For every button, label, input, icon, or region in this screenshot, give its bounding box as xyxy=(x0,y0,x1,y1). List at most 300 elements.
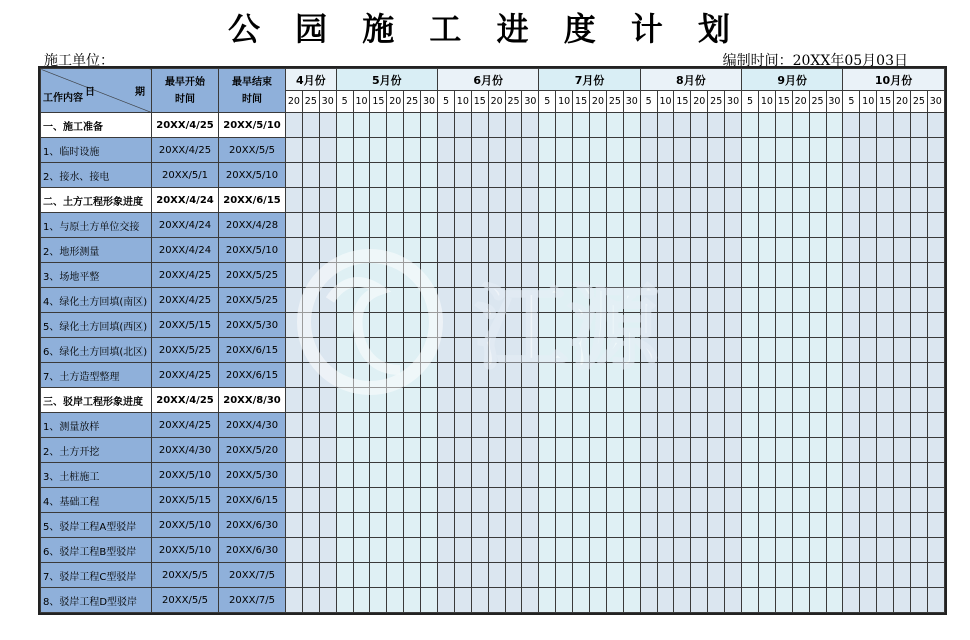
gantt-cell xyxy=(471,313,488,338)
gantt-cell xyxy=(809,488,826,513)
gantt-cell xyxy=(488,263,505,288)
gantt-cell xyxy=(471,438,488,463)
gantt-cell xyxy=(910,438,927,463)
gantt-cell xyxy=(725,113,742,138)
gantt-cell xyxy=(370,288,387,313)
gantt-cell xyxy=(606,363,623,388)
gantt-cell xyxy=(336,213,353,238)
gantt-cell xyxy=(336,163,353,188)
gantt-cell xyxy=(387,163,404,188)
gantt-cell xyxy=(910,113,927,138)
gantt-cell xyxy=(353,538,370,563)
gantt-cell xyxy=(488,288,505,313)
gantt-cell xyxy=(438,463,455,488)
gantt-cell xyxy=(894,413,911,438)
gantt-cell xyxy=(623,213,640,238)
gantt-cell xyxy=(286,438,303,463)
gantt-cell xyxy=(370,413,387,438)
gantt-cell xyxy=(370,338,387,363)
gantt-cell xyxy=(860,588,877,613)
gantt-cell xyxy=(927,563,944,588)
task-end: 20XX/4/30 xyxy=(219,413,286,438)
gantt-cell xyxy=(505,588,522,613)
gantt-cell xyxy=(910,488,927,513)
gantt-cell xyxy=(623,463,640,488)
gantt-cell xyxy=(742,513,759,538)
gantt-cell xyxy=(471,213,488,238)
gantt-cell xyxy=(590,588,607,613)
gantt-cell xyxy=(758,338,775,363)
gantt-cell xyxy=(860,188,877,213)
gantt-cell xyxy=(742,588,759,613)
gantt-cell xyxy=(894,538,911,563)
gantt-cell xyxy=(319,238,336,263)
gantt-cell xyxy=(623,138,640,163)
day-header: 25 xyxy=(505,91,522,113)
gantt-cell xyxy=(826,188,843,213)
gantt-cell xyxy=(302,288,319,313)
gantt-cell xyxy=(927,163,944,188)
header-date-label-a: 日 xyxy=(85,87,95,98)
gantt-cell xyxy=(522,413,539,438)
gantt-cell xyxy=(454,213,471,238)
gantt-cell xyxy=(590,488,607,513)
day-header: 10 xyxy=(657,91,674,113)
gantt-cell xyxy=(725,388,742,413)
gantt-cell xyxy=(387,263,404,288)
task-start: 20XX/5/10 xyxy=(152,513,219,538)
task-end: 20XX/5/30 xyxy=(219,463,286,488)
gantt-cell xyxy=(539,463,556,488)
day-header: 20 xyxy=(387,91,404,113)
day-header: 5 xyxy=(640,91,657,113)
gantt-cell xyxy=(606,563,623,588)
gantt-cell xyxy=(775,488,792,513)
gantt-cell xyxy=(843,413,860,438)
gantt-cell xyxy=(674,538,691,563)
gantt-cell xyxy=(573,263,590,288)
header-end-time: 最早结束 时间 xyxy=(219,69,286,113)
gantt-cell xyxy=(370,463,387,488)
gantt-cell xyxy=(877,188,894,213)
gantt-cell xyxy=(809,588,826,613)
gantt-cell xyxy=(809,113,826,138)
gantt-cell xyxy=(573,138,590,163)
gantt-cell xyxy=(438,313,455,338)
gantt-cell xyxy=(725,363,742,388)
gantt-cell xyxy=(471,488,488,513)
gantt-cell xyxy=(319,313,336,338)
gantt-cell xyxy=(505,213,522,238)
gantt-cell xyxy=(792,313,809,338)
gantt-cell xyxy=(488,463,505,488)
gantt-cell xyxy=(319,588,336,613)
gantt-cell xyxy=(556,338,573,363)
gantt-cell xyxy=(336,363,353,388)
gantt-cell xyxy=(826,538,843,563)
day-header: 25 xyxy=(404,91,421,113)
task-start: 20XX/5/15 xyxy=(152,313,219,338)
gantt-cell xyxy=(775,313,792,338)
gantt-cell xyxy=(708,463,725,488)
gantt-cell xyxy=(505,188,522,213)
month-header: 10月份 xyxy=(843,69,944,91)
gantt-cell xyxy=(606,413,623,438)
gantt-cell xyxy=(674,513,691,538)
day-header: 10 xyxy=(758,91,775,113)
gantt-cell xyxy=(691,388,708,413)
day-header: 30 xyxy=(421,91,438,113)
gantt-cell xyxy=(758,188,775,213)
gantt-cell xyxy=(809,263,826,288)
day-header: 30 xyxy=(826,91,843,113)
task-row xyxy=(41,563,945,588)
gantt-cell xyxy=(488,163,505,188)
gantt-cell xyxy=(353,163,370,188)
gantt-cell xyxy=(488,488,505,513)
gantt-cell xyxy=(404,213,421,238)
gantt-cell xyxy=(590,413,607,438)
task-end: 20XX/5/5 xyxy=(219,138,286,163)
day-header: 5 xyxy=(539,91,556,113)
gantt-cell xyxy=(910,513,927,538)
gantt-cell xyxy=(488,588,505,613)
gantt-cell xyxy=(505,538,522,563)
gantt-cell xyxy=(336,538,353,563)
gantt-cell xyxy=(556,513,573,538)
gantt-cell xyxy=(421,563,438,588)
gantt-cell xyxy=(387,238,404,263)
gantt-cell xyxy=(370,263,387,288)
gantt-cell xyxy=(910,413,927,438)
gantt-cell xyxy=(286,388,303,413)
gantt-cell xyxy=(894,188,911,213)
gantt-cell xyxy=(758,563,775,588)
gantt-cell xyxy=(302,513,319,538)
gantt-cell xyxy=(522,588,539,613)
gantt-cell xyxy=(809,413,826,438)
gantt-cell xyxy=(606,588,623,613)
gantt-cell xyxy=(657,338,674,363)
task-start: 20XX/5/10 xyxy=(152,538,219,563)
gantt-cell xyxy=(454,588,471,613)
gantt-cell xyxy=(573,388,590,413)
gantt-cell xyxy=(488,313,505,338)
gantt-cell xyxy=(792,363,809,388)
day-header: 15 xyxy=(370,91,387,113)
gantt-cell xyxy=(877,463,894,488)
gantt-cell xyxy=(640,413,657,438)
task-name: 4、绿化土方回填(南区) xyxy=(41,288,152,313)
gantt-cell xyxy=(927,488,944,513)
gantt-cell xyxy=(353,238,370,263)
gantt-cell xyxy=(522,388,539,413)
gantt-cell xyxy=(708,138,725,163)
task-name: 5、驳岸工程A型驳岸 xyxy=(41,513,152,538)
task-row xyxy=(41,263,945,288)
gantt-cell xyxy=(573,538,590,563)
task-end: 20XX/6/15 xyxy=(219,488,286,513)
gantt-cell xyxy=(488,238,505,263)
gantt-cell xyxy=(758,488,775,513)
gantt-cell xyxy=(522,463,539,488)
gantt-cell xyxy=(590,313,607,338)
gantt-cell xyxy=(674,413,691,438)
gantt-cell xyxy=(843,263,860,288)
gantt-cell xyxy=(319,163,336,188)
gantt-cell xyxy=(488,213,505,238)
task-end: 20XX/5/10 xyxy=(219,238,286,263)
gantt-cell xyxy=(809,363,826,388)
gantt-cell xyxy=(319,388,336,413)
gantt-cell xyxy=(775,113,792,138)
gantt-cell xyxy=(286,188,303,213)
gantt-cell xyxy=(556,563,573,588)
gantt-cell xyxy=(792,413,809,438)
gantt-cell xyxy=(302,213,319,238)
gantt-cell xyxy=(877,163,894,188)
task-row xyxy=(41,463,945,488)
gantt-cell xyxy=(471,588,488,613)
gantt-cell xyxy=(488,563,505,588)
gantt-cell xyxy=(623,263,640,288)
gantt-cell xyxy=(336,113,353,138)
gantt-cell xyxy=(775,588,792,613)
gantt-cell xyxy=(421,413,438,438)
gantt-cell xyxy=(623,188,640,213)
gantt-cell xyxy=(454,313,471,338)
gantt-cell xyxy=(809,563,826,588)
gantt-cell xyxy=(421,313,438,338)
gantt-cell xyxy=(877,488,894,513)
gantt-cell xyxy=(927,438,944,463)
gantt-cell xyxy=(286,138,303,163)
gantt-cell xyxy=(640,513,657,538)
gantt-cell xyxy=(404,238,421,263)
gantt-cell xyxy=(809,388,826,413)
gantt-cell xyxy=(421,463,438,488)
gantt-cell xyxy=(336,263,353,288)
task-end: 20XX/7/5 xyxy=(219,588,286,613)
task-start: 20XX/4/25 xyxy=(152,113,219,138)
gantt-cell xyxy=(691,463,708,488)
task-name: 一、施工准备 xyxy=(41,113,152,138)
gantt-cell xyxy=(606,213,623,238)
gantt-cell xyxy=(927,413,944,438)
day-header: 5 xyxy=(336,91,353,113)
gantt-cell xyxy=(471,288,488,313)
gantt-cell xyxy=(353,463,370,488)
gantt-cell xyxy=(775,413,792,438)
gantt-cell xyxy=(286,288,303,313)
gantt-cell xyxy=(539,288,556,313)
gantt-cell xyxy=(286,413,303,438)
gantt-cell xyxy=(573,563,590,588)
header-diagonal-cell xyxy=(41,69,152,113)
gantt-cell xyxy=(454,363,471,388)
gantt-cell xyxy=(353,513,370,538)
gantt-cell xyxy=(319,263,336,288)
gantt-cell xyxy=(877,263,894,288)
schedule-table xyxy=(40,68,945,613)
page-title: 公 园 施 工 进 度 计 划 xyxy=(228,10,742,48)
gantt-cell xyxy=(775,388,792,413)
gantt-cell xyxy=(488,438,505,463)
gantt-cell xyxy=(725,338,742,363)
gantt-cell xyxy=(404,388,421,413)
gantt-cell xyxy=(623,538,640,563)
gantt-cell xyxy=(438,513,455,538)
gantt-cell xyxy=(302,588,319,613)
gantt-cell xyxy=(438,238,455,263)
month-header: 4月份 xyxy=(286,69,337,91)
gantt-cell xyxy=(438,338,455,363)
gantt-cell xyxy=(809,288,826,313)
task-row xyxy=(41,538,945,563)
gantt-cell xyxy=(691,538,708,563)
gantt-cell xyxy=(387,288,404,313)
gantt-cell xyxy=(826,113,843,138)
gantt-cell xyxy=(454,113,471,138)
task-end: 20XX/5/25 xyxy=(219,263,286,288)
gantt-cell xyxy=(319,563,336,588)
gantt-cell xyxy=(387,313,404,338)
day-header: 30 xyxy=(725,91,742,113)
gantt-cell xyxy=(725,538,742,563)
task-row xyxy=(41,488,945,513)
gantt-cell xyxy=(742,563,759,588)
month-header: 9月份 xyxy=(742,69,843,91)
gantt-cell xyxy=(556,463,573,488)
gantt-cell xyxy=(505,463,522,488)
gantt-cell xyxy=(758,288,775,313)
gantt-cell xyxy=(421,588,438,613)
gantt-cell xyxy=(826,588,843,613)
gantt-cell xyxy=(421,113,438,138)
gantt-cell xyxy=(590,263,607,288)
gantt-cell xyxy=(708,313,725,338)
gantt-cell xyxy=(927,238,944,263)
gantt-cell xyxy=(438,538,455,563)
gantt-cell xyxy=(691,438,708,463)
gantt-cell xyxy=(522,438,539,463)
gantt-cell xyxy=(742,163,759,188)
gantt-cell xyxy=(708,113,725,138)
gantt-cell xyxy=(438,438,455,463)
gantt-cell xyxy=(438,488,455,513)
day-header: 10 xyxy=(556,91,573,113)
gantt-cell xyxy=(556,213,573,238)
gantt-cell xyxy=(860,513,877,538)
header-date-label-b: 期 xyxy=(135,87,145,98)
gantt-cell xyxy=(623,388,640,413)
gantt-cell xyxy=(877,388,894,413)
gantt-cell xyxy=(809,338,826,363)
gantt-cell xyxy=(623,313,640,338)
gantt-cell xyxy=(286,363,303,388)
task-row xyxy=(41,588,945,613)
gantt-cell xyxy=(590,288,607,313)
gantt-cell xyxy=(877,588,894,613)
gantt-cell xyxy=(404,463,421,488)
gantt-cell xyxy=(556,388,573,413)
task-name: 2、地形测量 xyxy=(41,238,152,263)
gantt-cell xyxy=(387,388,404,413)
gantt-cell xyxy=(623,163,640,188)
gantt-cell xyxy=(606,438,623,463)
gantt-cell xyxy=(556,313,573,338)
gantt-cell xyxy=(708,588,725,613)
gantt-cell xyxy=(910,538,927,563)
gantt-cell xyxy=(792,163,809,188)
gantt-cell xyxy=(522,363,539,388)
gantt-cell xyxy=(319,213,336,238)
gantt-cell xyxy=(843,238,860,263)
gantt-cell xyxy=(674,238,691,263)
gantt-cell xyxy=(522,313,539,338)
gantt-cell xyxy=(370,163,387,188)
gantt-cell xyxy=(657,413,674,438)
gantt-cell xyxy=(623,413,640,438)
gantt-cell xyxy=(302,438,319,463)
gantt-cell xyxy=(471,263,488,288)
gantt-cell xyxy=(725,288,742,313)
gantt-cell xyxy=(454,463,471,488)
gantt-cell xyxy=(539,438,556,463)
gantt-cell xyxy=(539,488,556,513)
gantt-cell xyxy=(387,188,404,213)
gantt-cell xyxy=(927,338,944,363)
gantt-cell xyxy=(792,388,809,413)
task-name: 3、土桩施工 xyxy=(41,463,152,488)
task-name: 1、与原土方单位交接 xyxy=(41,213,152,238)
gantt-cell xyxy=(302,138,319,163)
gantt-cell xyxy=(404,513,421,538)
gantt-cell xyxy=(302,263,319,288)
gantt-cell xyxy=(505,488,522,513)
gantt-cell xyxy=(590,363,607,388)
gantt-cell xyxy=(471,463,488,488)
gantt-cell xyxy=(488,538,505,563)
day-header: 20 xyxy=(691,91,708,113)
gantt-cell xyxy=(319,463,336,488)
gantt-cell xyxy=(691,488,708,513)
gantt-cell xyxy=(725,138,742,163)
construction-unit-label: 施工单位： xyxy=(44,53,114,69)
gantt-cell xyxy=(556,113,573,138)
gantt-cell xyxy=(758,413,775,438)
gantt-cell xyxy=(674,563,691,588)
gantt-cell xyxy=(640,188,657,213)
gantt-cell xyxy=(387,538,404,563)
gantt-cell xyxy=(421,363,438,388)
gantt-cell xyxy=(742,388,759,413)
gantt-cell xyxy=(894,138,911,163)
gantt-cell xyxy=(725,588,742,613)
gantt-cell xyxy=(286,113,303,138)
task-start: 20XX/4/30 xyxy=(152,438,219,463)
gantt-cell xyxy=(539,163,556,188)
gantt-cell xyxy=(539,213,556,238)
day-header: 25 xyxy=(302,91,319,113)
gantt-cell xyxy=(792,488,809,513)
gantt-cell xyxy=(877,113,894,138)
gantt-cell xyxy=(742,363,759,388)
gantt-cell xyxy=(522,563,539,588)
gantt-cell xyxy=(522,263,539,288)
task-end: 20XX/6/15 xyxy=(219,338,286,363)
gantt-cell xyxy=(708,363,725,388)
